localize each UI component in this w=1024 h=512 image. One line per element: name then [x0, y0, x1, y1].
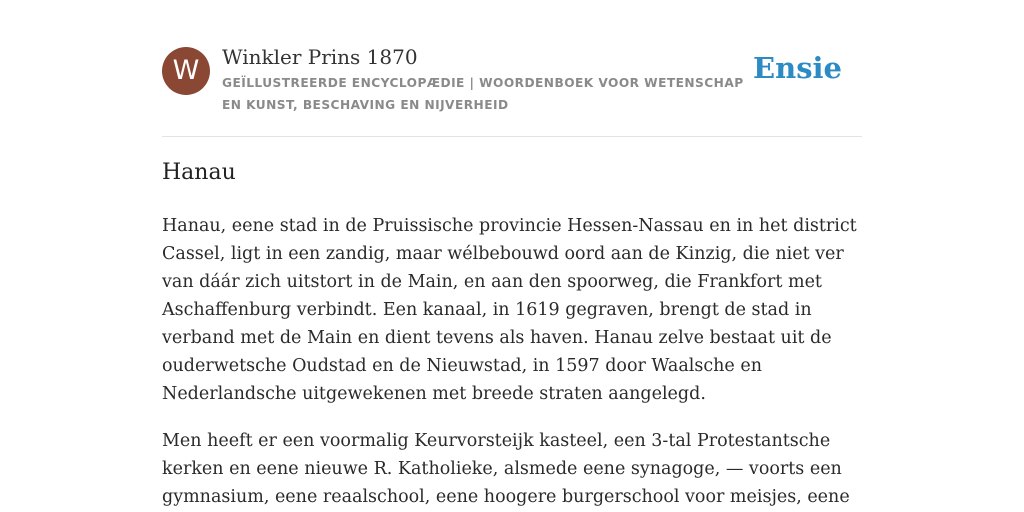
article-paragraph: Hanau, eene stad in de Pruissische provincie Hessen-Nassau en in het district Cassel, ligt in een zandig, maar wélbebouwd oord aan de Kinzig, die niet ver van dáár zich uitstort in de Main, en aan den spoorweg, die Frankfort met Aschaffenburg verbindt. Een kanaal, in 1619 gegraven, brengt de stad in verband met de Main en dient tevens als haven. Hanau zelve bestaat uit de ouderwetsche Oudstad en de Nieuwstad, in 1597 door Waalsche en Nederlandsche uitgewekenen met breede straten aangelegd.	[162, 216, 857, 404]
source-title[interactable]: Winkler Prins 1870	[222, 45, 418, 69]
source-subtitle: GEÏLLUSTREERDE ENCYCLOPÆDIE | WOORDENBOEK VOOR WETENSCHAP EN KUNST, BESCHAVING EN NIJVERHEID	[222, 76, 744, 112]
source-header	[162, 40, 862, 137]
article-title: Hanau	[162, 160, 236, 185]
article-paragraph: Men heeft er een voormalig Keurvorsteijk kasteel, een 3-tal Protestantsche kerken en eene nieuwe R. Katholieke, alsmede eene synagoge, — voorts een gymnasium, eene reaalschool, eene hoogere burgerschool voor meisjes, eene	[162, 431, 850, 507]
source-avatar[interactable]: W	[162, 47, 210, 95]
brand-logo[interactable]: Ensie	[753, 51, 842, 85]
article-body	[162, 212, 867, 512]
